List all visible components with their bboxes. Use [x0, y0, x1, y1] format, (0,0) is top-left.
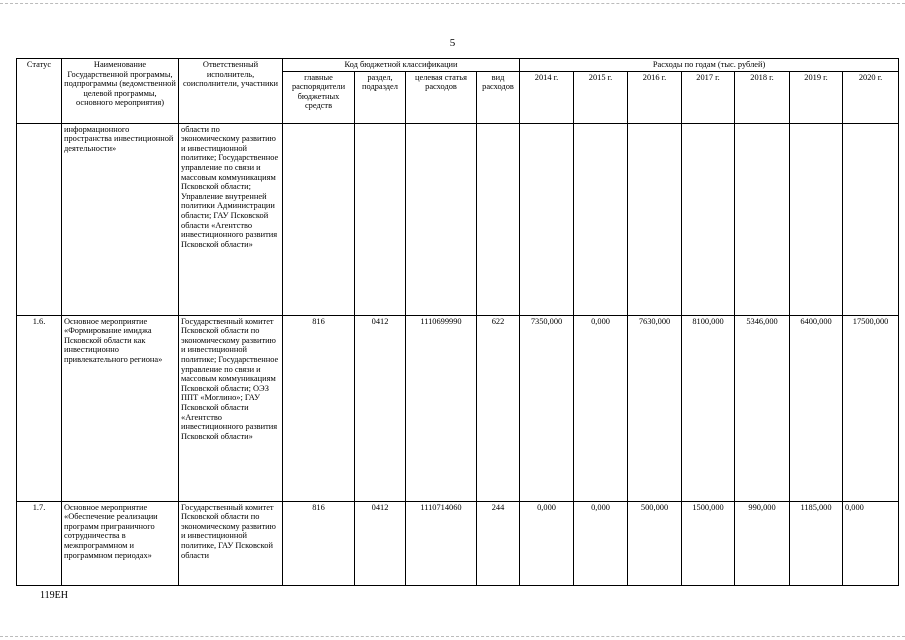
row-year-value: 6400,000	[790, 315, 843, 501]
header-budget-code: Код бюджетной классификации	[283, 59, 520, 72]
row-year-value	[574, 123, 628, 315]
row-year-value: 7630,000	[628, 315, 682, 501]
table-row	[17, 501, 899, 585]
row-year-value: 7350,000	[520, 315, 574, 501]
header-budget-sub: вид расходов	[477, 71, 520, 123]
header-status: Статус	[17, 59, 62, 124]
row-year-value: 0,000	[843, 501, 899, 585]
row-status: 1.6.	[17, 315, 62, 501]
header-year: 2020 г.	[843, 71, 899, 123]
row-status	[17, 123, 62, 315]
row-code: 816	[283, 501, 355, 585]
row-code: 0412	[355, 315, 406, 501]
scan-edge-bottom	[0, 636, 905, 638]
header-year: 2016 г.	[628, 71, 682, 123]
row-responsible: Государственный комитет Псковской области по экономическому развитию и инвестиционной политике, ГАУ Псковской области	[179, 501, 283, 585]
row-code	[355, 123, 406, 315]
row-code	[283, 123, 355, 315]
page-number: 5	[449, 37, 456, 49]
row-code	[477, 123, 520, 315]
header-year: 2018 г.	[735, 71, 790, 123]
row-responsible: Государственный комитет Псковской области по экономическому развитию и инвестиционной политике; Государственное управление по связи и массовым коммуникациям Псковской области; ОЭЗ ППТ «Моглино»; ГАУ Псковской области «Агентство инвестиционного развития Псковской области»	[179, 315, 283, 501]
header-year: 2019 г.	[790, 71, 843, 123]
budget-table	[16, 58, 899, 586]
header-expenses: Расходы по годам (тыс. рублей)	[520, 59, 899, 72]
header-budget-sub: главные распорядители бюджетных средств	[283, 71, 355, 123]
header-row-top	[17, 59, 899, 72]
header-year: 2015 г.	[574, 71, 628, 123]
row-year-value: 1500,000	[682, 501, 735, 585]
row-name: Основное мероприятие «Обеспечение реализации программ приграничного сотрудничества в межпрограммном и программном периодах»	[62, 501, 179, 585]
row-code	[406, 123, 477, 315]
header-responsible: Ответственный исполнитель, соисполнители, участники	[179, 59, 283, 124]
header-name: Наименование Государственной программы, подпрограммы (ведомственной целевой программы, основного мероприятия)	[62, 59, 179, 124]
row-year-value: 990,000	[735, 501, 790, 585]
row-year-value: 0,000	[574, 315, 628, 501]
header-budget-sub: целевая статья расходов	[406, 71, 477, 123]
scan-edge-top	[0, 3, 905, 5]
row-year-value: 5346,000	[735, 315, 790, 501]
row-year-value: 8100,000	[682, 315, 735, 501]
row-code: 0412	[355, 501, 406, 585]
row-name: информационного пространства инвестиционной деятельности»	[62, 123, 179, 315]
row-year-value: 500,000	[628, 501, 682, 585]
table-row	[17, 123, 899, 315]
row-year-value	[790, 123, 843, 315]
row-year-value: 0,000	[574, 501, 628, 585]
table-row	[17, 315, 899, 501]
row-year-value	[843, 123, 899, 315]
row-status: 1.7.	[17, 501, 62, 585]
header-budget-sub: раздел, подраздел	[355, 71, 406, 123]
row-code: 1110714060	[406, 501, 477, 585]
row-responsible: области по экономическому развитию и инвестиционной политике; Государственное управление по связи и массовым коммуникациям Псковской области; Управление внутренней политики Администрации области; ГАУ Псковской области «Агентство инвестиционного развития Псковской области»	[179, 123, 283, 315]
row-code: 816	[283, 315, 355, 501]
row-year-value: 0,000	[520, 501, 574, 585]
document-footer-code: 119ЕН	[40, 590, 68, 601]
row-year-value	[520, 123, 574, 315]
row-year-value	[682, 123, 735, 315]
header-year: 2014 г.	[520, 71, 574, 123]
row-year-value: 17500,000	[843, 315, 899, 501]
row-name: Основное мероприятие «Формирование имиджа Псковской области как инвестиционно привлекательного региона»	[62, 315, 179, 501]
row-code: 1110699990	[406, 315, 477, 501]
row-year-value: 1185,000	[790, 501, 843, 585]
header-year: 2017 г.	[682, 71, 735, 123]
row-year-value	[735, 123, 790, 315]
row-year-value	[628, 123, 682, 315]
row-code: 244	[477, 501, 520, 585]
row-code: 622	[477, 315, 520, 501]
